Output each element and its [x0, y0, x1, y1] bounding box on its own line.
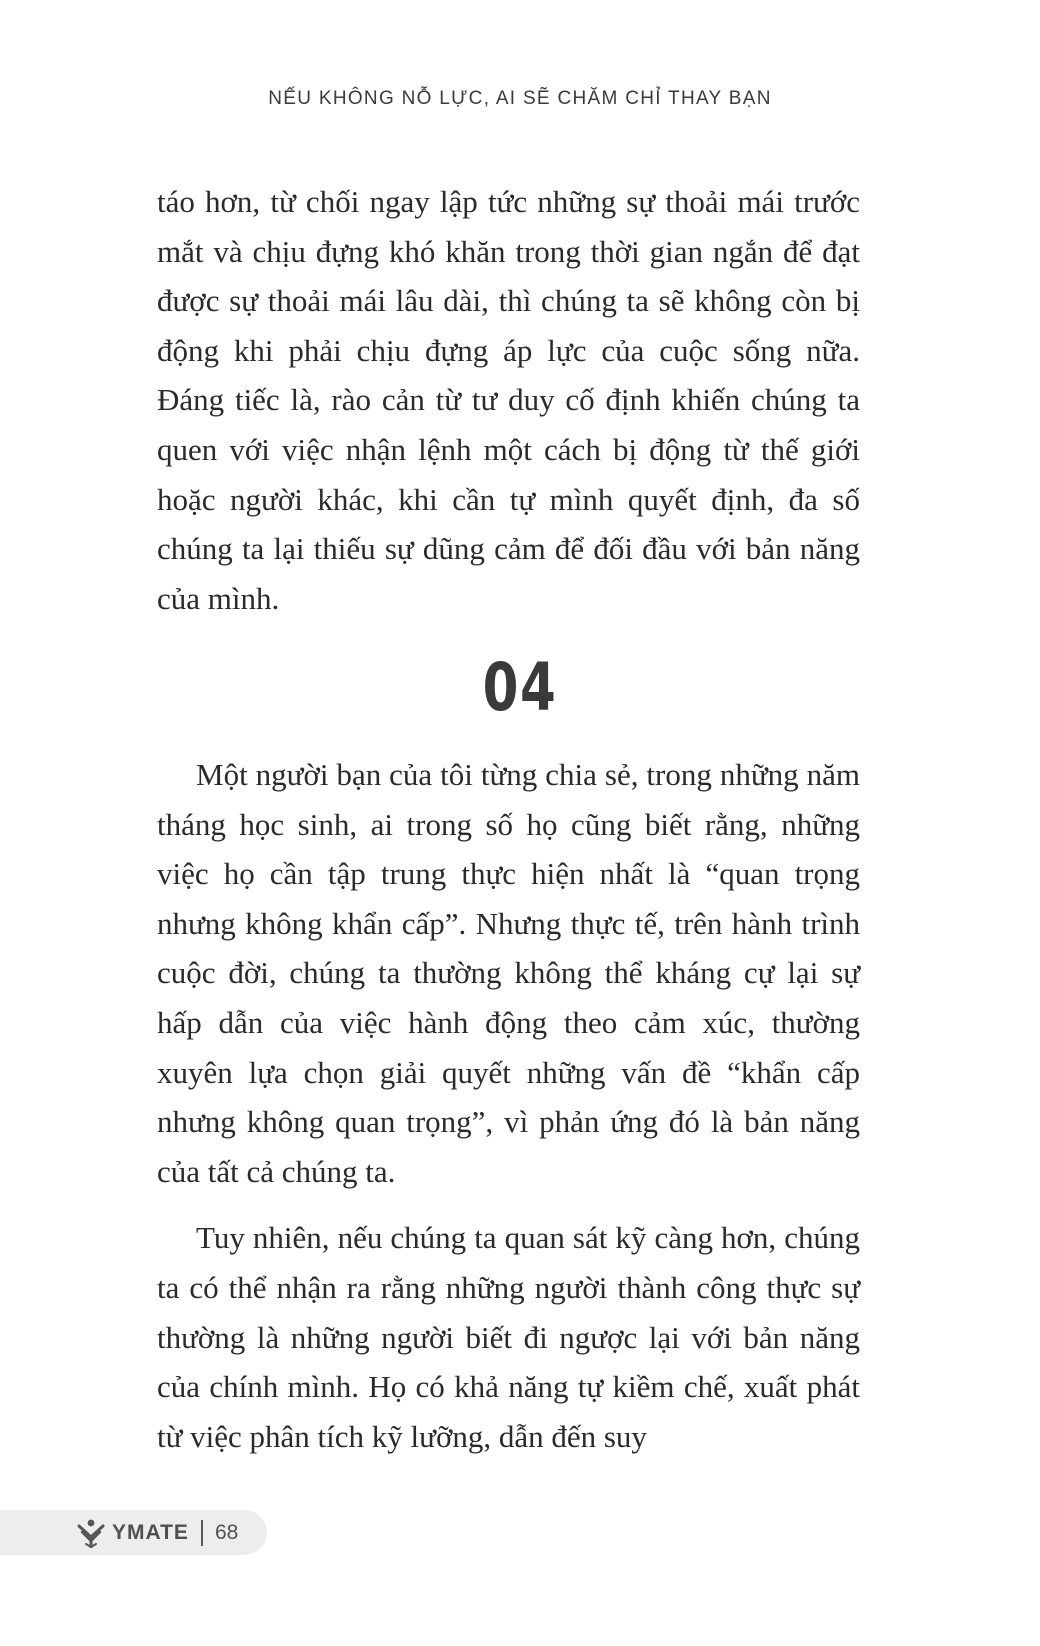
footer-page-tab — [0, 1510, 267, 1555]
section-number: 04 — [482, 649, 558, 726]
ymate-logo-icon — [76, 1518, 106, 1548]
page-number: 68 — [214, 1520, 239, 1544]
paragraph-2: Tuy nhiên, nếu chúng ta quan sát kỹ càng hơn, chúng ta có thể nhận ra rằng những người thành công thực sự thường là những người biết đi ngược lại với bản năng của chính mình. Họ có khả năng tự kiềm chế, xuất phát từ việc phân tích kỹ lưỡng, dẫn đến suy — [157, 1220, 860, 1454]
running-header: NẾU KHÔNG NỖ LỰC, AI SẼ CHĂM CHỈ THAY BẠN — [268, 88, 772, 109]
text-block-top — [157, 177, 860, 623]
brand-name: YMATE — [112, 1520, 189, 1544]
continued-paragraph: táo hơn, từ chối ngay lập tức những sự thoải mái trước mắt và chịu đựng khó khăn trong thời gian ngắn để đạt được sự thoải mái lâu dài, thì chúng ta sẽ không còn bị động khi phải chịu đựng áp lực của cuộc sống nữa. Đáng tiếc là, rào cản từ tư duy cố định khiến chúng ta quen với việc nhận lệnh một cách bị động từ thế giới hoặc người khác, khi cần tự mình quyết định, đa số chúng ta lại thiếu sự dũng cảm để đối đầu với bản năng của mình. — [157, 184, 860, 616]
text-block-bottom — [157, 750, 860, 1461]
paragraph-1: Một người bạn của tôi từng chia sẻ, trong những năm tháng học sinh, ai trong số họ cũng biết rằng, những việc họ cần tập trung thực hiện nhất là “quan trọng nhưng không khẩn cấp”. Nhưng thực tế, trên hành trình cuộc đời, chúng ta thường không thể kháng cự lại sự hấp dẫn của việc hành động theo cảm xúc, thường xuyên lựa chọn giải quyết những vấn đề “khẩn cấp nhưng không quan trọng”, vì phản ứng đó là bản năng của tất cả chúng ta. — [157, 757, 860, 1189]
footer-divider — [201, 1520, 203, 1546]
